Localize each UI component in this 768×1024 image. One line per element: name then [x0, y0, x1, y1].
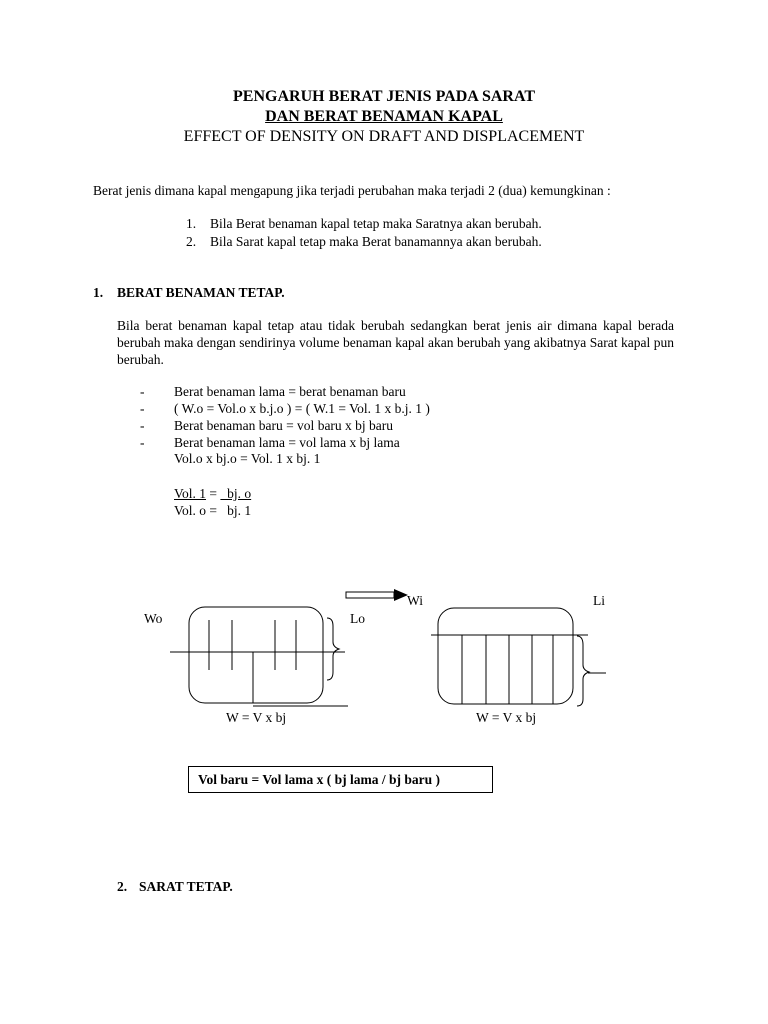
list-item: 1. Bila Berat benaman kapal tetap maka Saratnya akan berubah. — [186, 216, 542, 231]
transition-arrow — [346, 589, 408, 601]
boxed-formula: Vol baru = Vol lama x ( bj lama / bj baru ) — [188, 766, 493, 793]
fraction-bottom: Vol. o = bj. 1 — [174, 503, 252, 518]
left-caption: W = V x bj — [226, 710, 287, 725]
list-item: - Berat benaman baru = vol baru x bj baru — [140, 418, 394, 433]
right-draft-brace — [577, 636, 589, 706]
section2-number: 2. — [117, 879, 128, 894]
list-item: - ( W.o = Vol.o x b.j.o ) = ( W.1 = Vol. 1 x b.j. 1 ) — [140, 401, 430, 416]
label-wi: Wi — [407, 593, 423, 608]
left-draft-brace — [327, 618, 339, 680]
list-item: - Berat benaman lama = vol lama x bj lama — [140, 435, 400, 450]
section1-title: BERAT BENAMAN TETAP. — [117, 285, 285, 300]
label-wo: Wo — [144, 611, 163, 626]
english-title: EFFECT OF DENSITY ON DRAFT AND DISPLACEMENT — [183, 128, 585, 145]
section2-title: SARAT TETAP. — [139, 879, 233, 894]
formula-line: Vol.o x bj.o = Vol. 1 x bj. 1 — [174, 451, 321, 466]
label-lo: Lo — [350, 611, 365, 626]
section2-heading — [117, 878, 233, 895]
right-caption: W = V x bj — [476, 710, 537, 725]
main-title: PENGARUH BERAT JENIS PADA SARAT — [233, 88, 535, 105]
label-li: Li — [593, 593, 605, 608]
section1-paragraph: Bila berat benaman kapal tetap atau tidak berubah sedangkan berat jenis air dimana kapal berada berubah maka dengan sendirinya volume benaman kapal akan berubah yang akibatnya Sarat kapal pun berubah. — [117, 318, 674, 367]
main-title-line2: DAN BERAT BENAMAN KAPAL — [265, 108, 503, 125]
fraction-top: Vol. 1 = bj. o — [174, 486, 252, 501]
list-item: 2. Bila Sarat kapal tetap maka Berat banamannya akan berubah. — [186, 234, 542, 249]
list-item: - Berat benaman lama = berat benaman baru — [140, 384, 406, 399]
intro-paragraph: Berat jenis dimana kapal mengapung jika terjadi perubahan maka terjadi 2 (dua) kemungkinan : — [93, 183, 611, 198]
section1-number: 1. — [93, 285, 104, 300]
